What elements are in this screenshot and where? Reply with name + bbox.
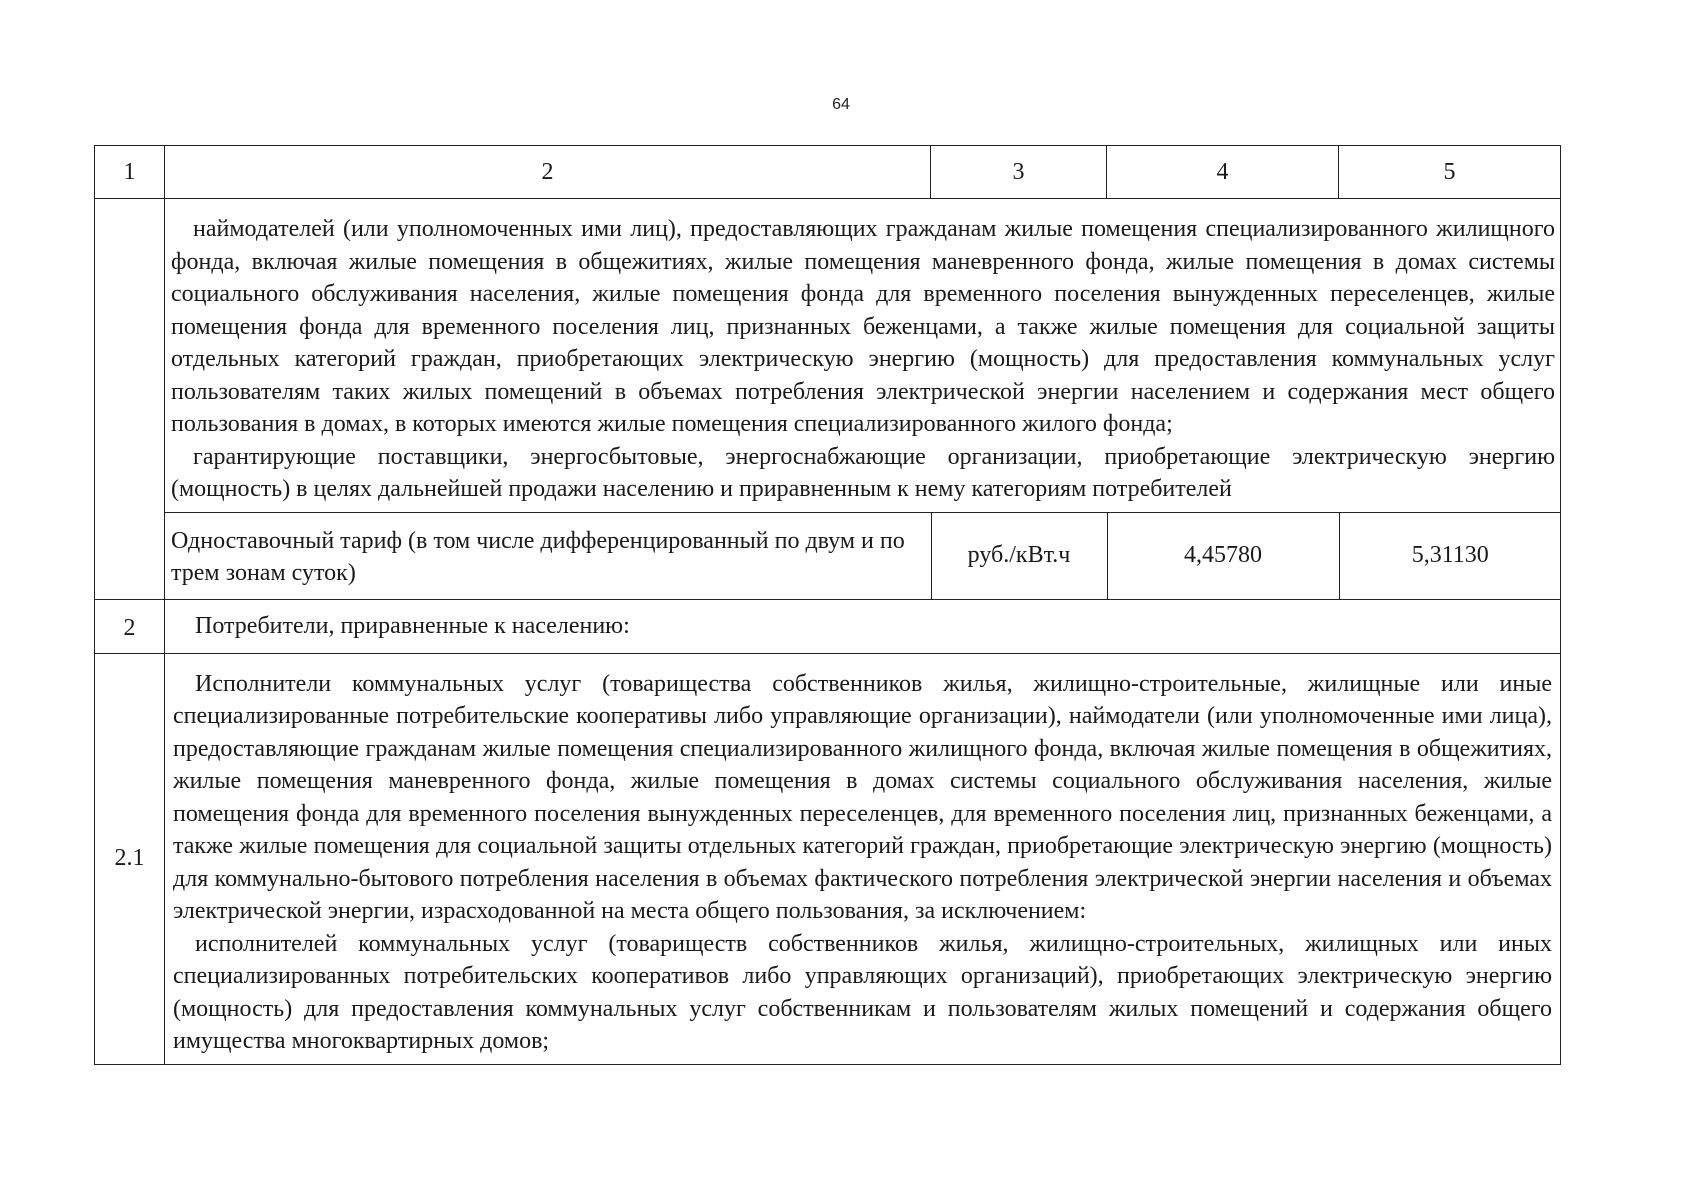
header-col-3: 3 [931, 146, 1107, 199]
paragraph: Исполнители коммунальных услуг (товарищества собственников жилья, жилищно-строительные, жилищные или иные специализированные потребительские кооперативы либо управляющие организации), наймодатели (или уполномоченные ими лица), предоставляющие гражданам жилые помещения специализированного жилищного фонда, включая жилые помещения в общежитиях, жилые помещения маневренного фонда, жилые помещения в домах системы социального обслуживания населения, жилые помещения фонда для временного поселения вынужденных переселенцев, для временного поселения лиц, признанных беженцами, а также жилые помещения для социальной защиты отдельных категорий граждан, приобретающие электрическую энергию (мощность) для коммунально-бытового потребления населения в объемах фактического потребления электрической энергии населения и объемах электрической энергии, израсходованной на места общего пользования, за исключением: [173, 670, 1552, 924]
row-number-empty [95, 199, 165, 600]
row-description [165, 653, 1561, 1064]
row-number: 2 [95, 599, 165, 653]
paragraph: исполнителей коммунальных услуг (товариществ собственников жилья, жилищно-строительных, жилищных или иных специализированных потребительских кооперативов либо управляющих организаций), приобретающих электрическую энергию (мощность) для предоставления коммунальных услуг собственникам и пользователям жилых помещений и содержания общего имущества многоквартирных домов; [173, 930, 1552, 1054]
paragraph: гарантирующие поставщики, энергосбытовые, энергоснабжающие организации, приобретающие электрическую энергию (мощность) в целях дальнейшей продажи населению и приравненным к нему категориям потребителей [171, 443, 1555, 502]
table-row-2 [95, 599, 1561, 653]
tariff-name: Одноставочный тариф (в том числе дифференцированный по двум и по трем зонам суток) [165, 512, 931, 599]
header-col-2: 2 [165, 146, 931, 199]
table-row-continued [95, 199, 1561, 600]
table-header-row [95, 146, 1561, 199]
continued-description [165, 199, 1561, 512]
page-number: 64 [832, 96, 850, 113]
header-col-1: 1 [95, 146, 165, 199]
table-row-2-1 [95, 653, 1561, 1064]
tariff-table [94, 145, 1561, 1065]
header-col-5: 5 [1339, 146, 1561, 199]
tariff-row [165, 512, 1561, 599]
continued-inner-table [165, 199, 1561, 599]
tariff-value-col-5: 5,31130 [1339, 512, 1561, 599]
header-col-4: 4 [1107, 146, 1339, 199]
tariff-value-col-4: 4,45780 [1107, 512, 1339, 599]
paragraph: наймодателей (или уполномоченных ими лиц), предоставляющих гражданам жилые помещения специализированного жилищного фонда, включая жилые помещения в общежитиях, жилые помещения маневренного фонда, жилые помещения в домах системы социального обслуживания населения, жилые помещения фонда для временного поселения вынужденных переселенцев, жилые помещения фонда для временного поселения лиц, признанных беженцами, а также жилые помещения для социальной защиты отдельных категорий граждан, приобретающих электрическую энергию (мощность) для предоставления коммунальных услуг пользователям таких жилых помещений в объемах потребления электрической энергии населением и содержания мест общего пользования в домах, в которых имеются жилые помещения специализированного жилого фонда; [171, 216, 1555, 437]
tariff-unit: руб./кВт.ч [931, 512, 1107, 599]
section-title: Потребители, приравненные к населению: [165, 599, 1561, 653]
row-number: 2.1 [95, 653, 165, 1064]
